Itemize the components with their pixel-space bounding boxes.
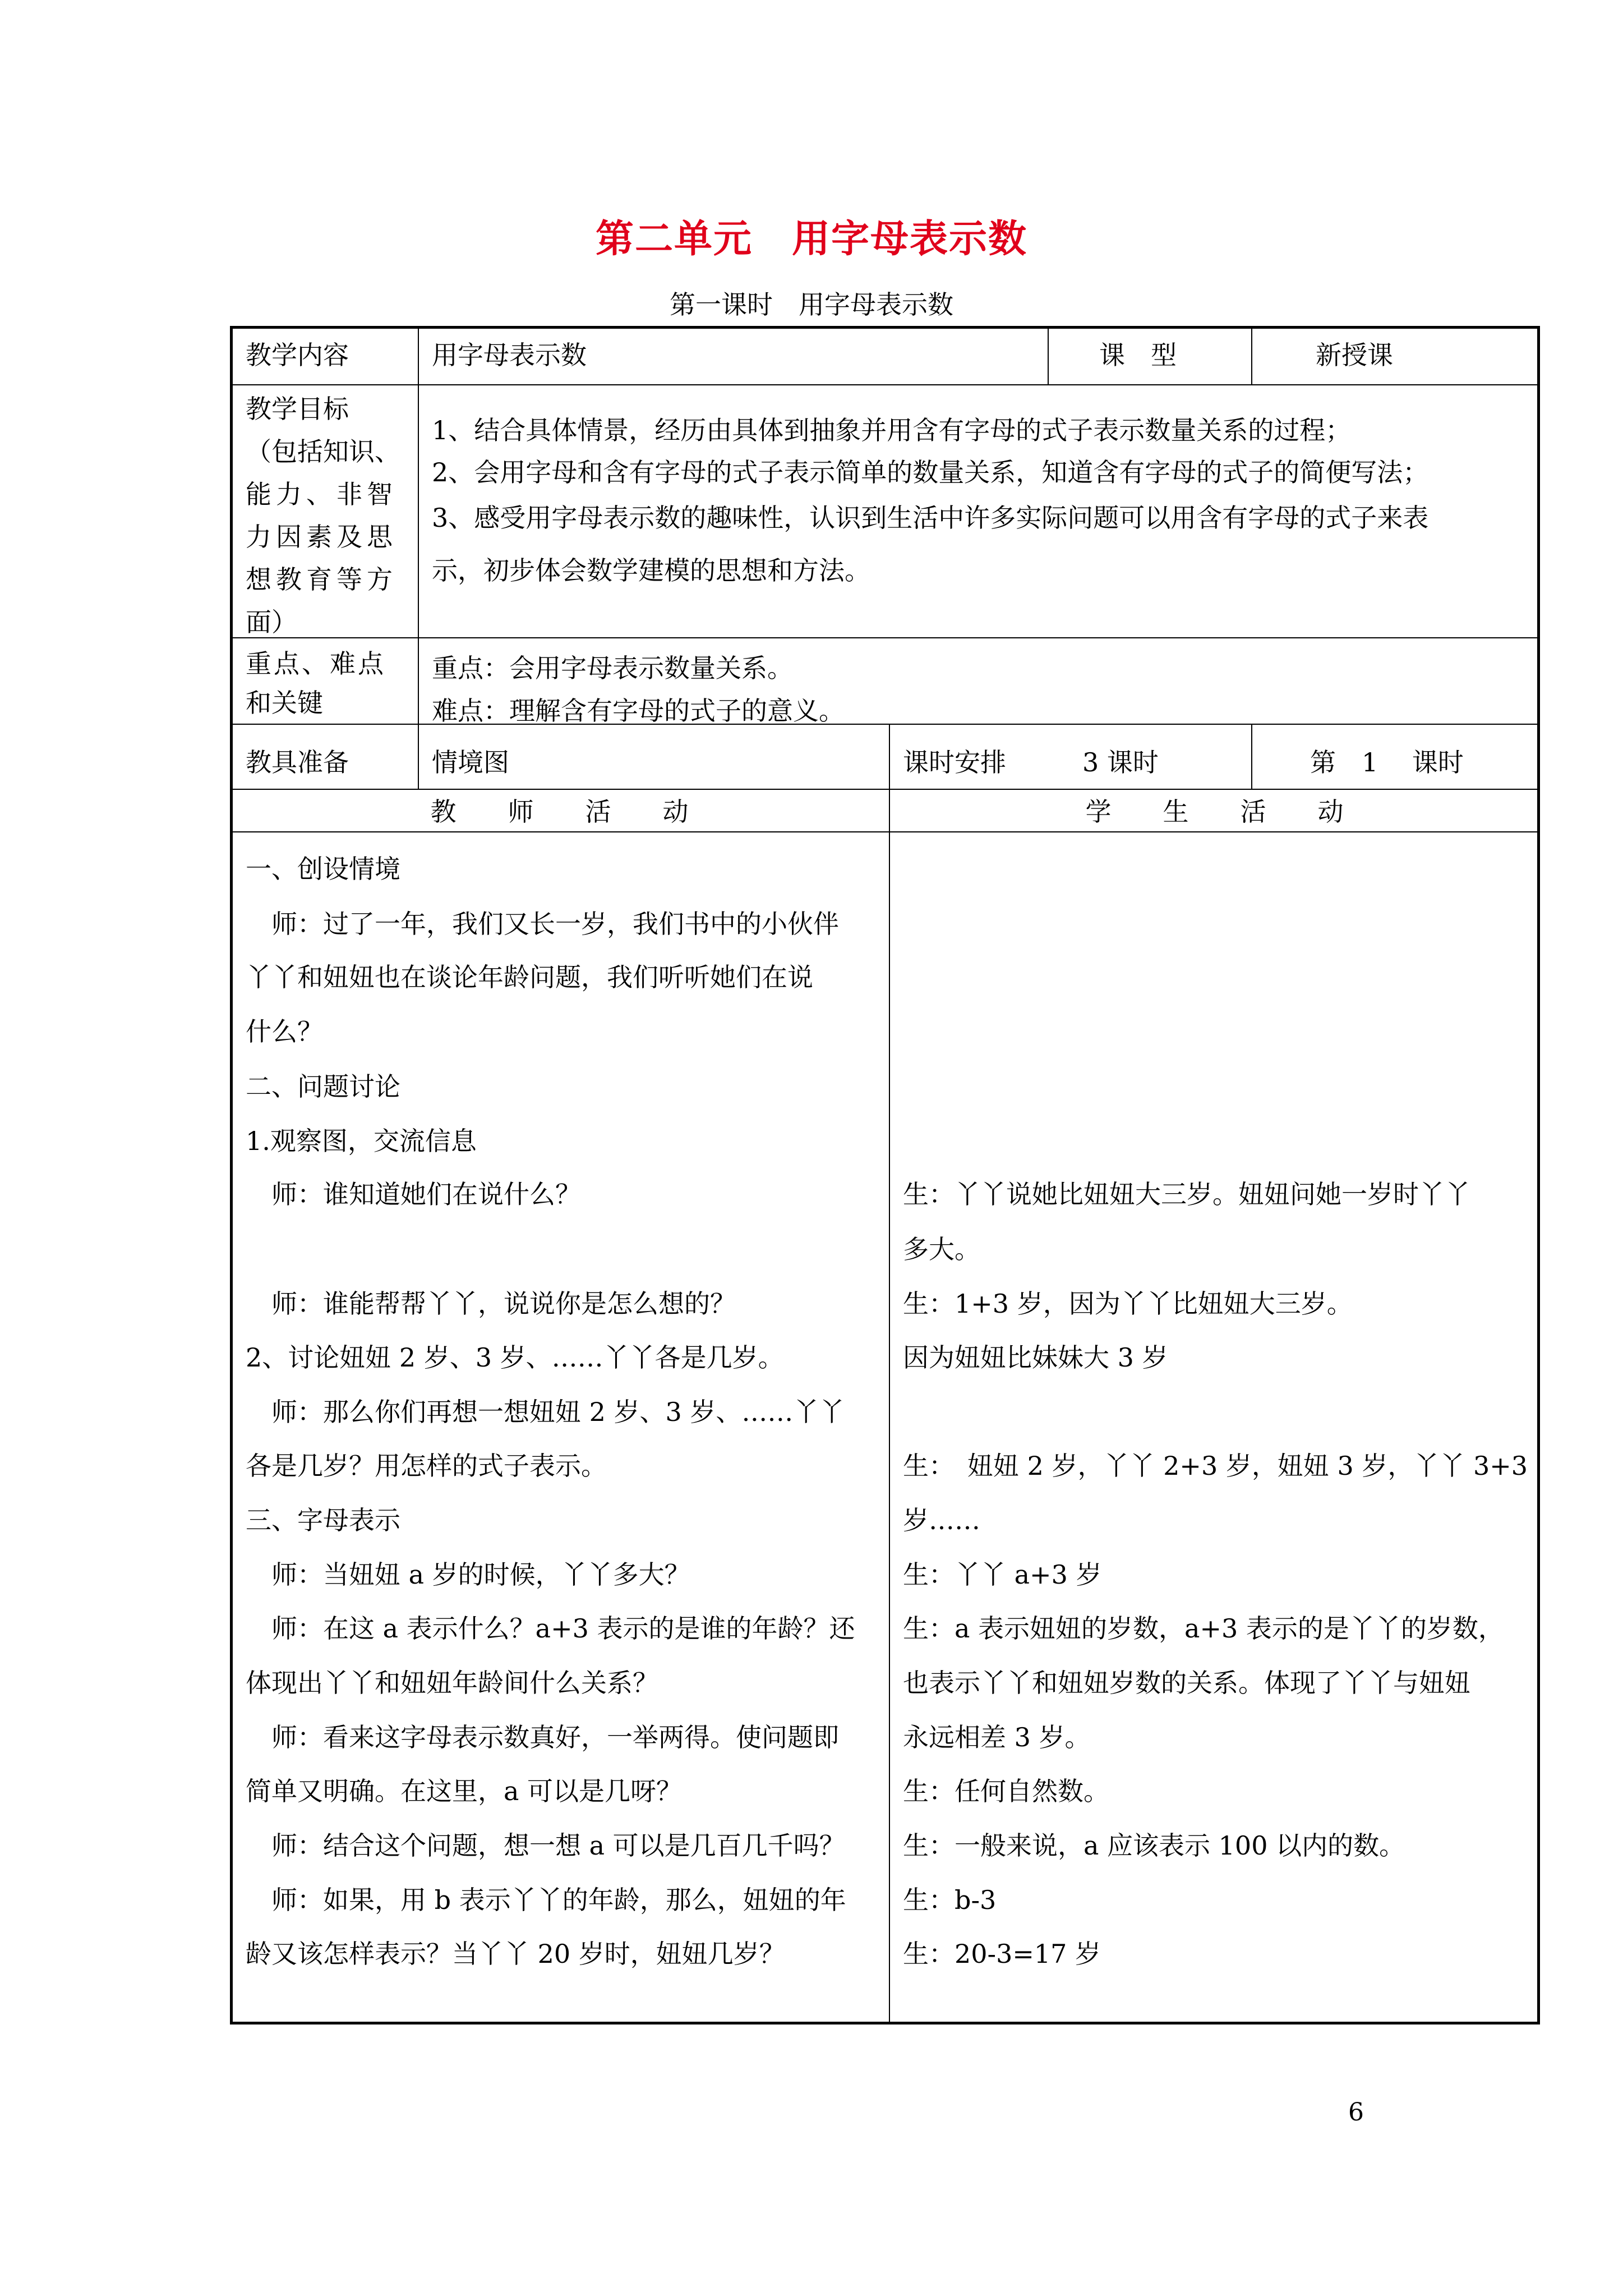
- student-activity-header: 学 生 活 动: [1085, 797, 1344, 827]
- lesson-plan-table: [230, 326, 1540, 2024]
- teacher-line: 师：当妞妞 a 岁的时候，丫丫多大？: [246, 1559, 690, 1590]
- key-label-line: 和关键: [246, 688, 323, 718]
- teacher-line: 简单又明确。在这里，a 可以是几呀？: [246, 1776, 683, 1806]
- key-point: 重点：会用字母表示数量关系。: [432, 653, 793, 683]
- student-line: 生：1+3 岁，因为丫丫比妞妞大三岁。: [903, 1289, 1353, 1319]
- student-line: 生：b-3: [903, 1885, 997, 1915]
- unit-title: 第二单元 用字母表示数: [595, 217, 1027, 261]
- objective-item: 示，初步体会数学建模的思想和方法。: [432, 555, 870, 586]
- page-number: 6: [1348, 2098, 1364, 2127]
- student-line: 生：a 表示妞妞的岁数，a+3 表示的是丫丫的岁数，: [903, 1613, 1504, 1644]
- objectives-label-line: 面）: [246, 607, 297, 637]
- teacher-line: 1.观察图，交流信息: [246, 1126, 477, 1156]
- teacher-line: 师：在这 a 表示什么？a+3 表示的是谁的年龄？还: [246, 1613, 855, 1644]
- teacher-activity-header: 教 师 活 动: [430, 797, 689, 827]
- student-line: 岁……: [903, 1505, 980, 1535]
- teacher-line: 师：谁知道她们在说什么？: [246, 1179, 581, 1209]
- teacher-line: 师：谁能帮帮丫丫，说说你是怎么想的？: [246, 1289, 736, 1319]
- teacher-line: 体现出丫丫和妞妞年龄间什么关系？: [246, 1668, 658, 1698]
- col-divider: [1251, 326, 1252, 384]
- objective-item: 2、会用字母和含有字母的式子表示简单的数量关系，知道含有字母的式子的简便写法；: [432, 457, 1429, 487]
- tools-label: 教具准备: [246, 747, 349, 777]
- objective-item: 1、结合具体情景，经历由具体到抽象并用含有字母的式子表示数量关系的过程；: [432, 415, 1352, 445]
- student-line: 生： 妞妞 2 岁，丫丫 2+3 岁，妞妞 3 岁，丫丫 3+3: [903, 1451, 1528, 1481]
- difficult-point: 难点：理解含有字母的式子的意义。: [432, 696, 845, 726]
- student-line: 生：任何自然数。: [903, 1776, 1109, 1806]
- type-label: 课 型: [1099, 340, 1177, 370]
- objectives-label-line: 想教育等方: [246, 564, 397, 595]
- content-label: 教学内容: [246, 340, 349, 370]
- period-value: 第 1 课时: [1310, 747, 1464, 777]
- teacher-line: 2、讨论妞妞 2 岁、3 岁、……丫丫各是几岁。: [246, 1342, 784, 1373]
- teacher-line: 师：过了一年，我们又长一岁，我们书中的小伙伴: [246, 909, 839, 939]
- key-label-line: 重点、难点: [246, 648, 386, 679]
- schedule-value: 3 课时: [1082, 747, 1159, 777]
- objective-item: 3、感受用字母表示数的趣味性，认识到生活中许多实际问题可以用含有字母的式子来表: [432, 503, 1429, 533]
- row-divider: [230, 831, 1540, 832]
- objectives-label-line: 能力、非智: [246, 479, 397, 509]
- student-line: 生：丫丫 a+3 岁: [903, 1559, 1102, 1590]
- type-value: 新授课: [1316, 340, 1393, 370]
- student-line: 生：丫丫说她比妞妞大三岁。妞妞问她一岁时丫丫: [903, 1179, 1470, 1209]
- row-divider: [230, 384, 1540, 385]
- col-divider: [1251, 724, 1252, 789]
- lesson-subtitle: 第一课时 用字母表示数: [670, 289, 953, 320]
- objectives-label-line: （包括知识、: [246, 436, 400, 467]
- student-line: 也表示丫丫和妞妞岁数的关系。体现了丫丫与妞妞: [903, 1668, 1470, 1698]
- teacher-line: 什么？: [246, 1016, 323, 1047]
- content-value: 用字母表示数: [432, 340, 587, 370]
- col-divider: [418, 326, 419, 789]
- col-divider: [889, 724, 890, 2024]
- student-line: 生：一般来说，a 应该表示 100 以内的数。: [903, 1830, 1405, 1861]
- objectives-label: [246, 388, 408, 643]
- row-divider: [230, 724, 1540, 725]
- tools-value: 情境图: [432, 747, 509, 777]
- col-divider: [1048, 326, 1049, 384]
- student-line: 因为妞妞比妹妹大 3 岁: [903, 1342, 1168, 1373]
- schedule-label: 课时安排: [903, 747, 1006, 777]
- teacher-line: 二、问题讨论: [246, 1071, 400, 1102]
- teacher-line: 龄又该怎样表示？当丫丫 20 岁时，妞妞几岁？: [246, 1939, 785, 1969]
- objectives-label-line: 力因素及思: [246, 522, 397, 552]
- student-line: 多大。: [903, 1234, 980, 1264]
- objectives-label-line: 教学目标: [246, 394, 349, 424]
- row-divider: [230, 789, 1540, 790]
- teacher-line: 师：看来这字母表示数真好，一举两得。使问题即: [246, 1722, 839, 1752]
- row-divider: [230, 637, 1540, 638]
- student-line: 生：20-3=17 岁: [903, 1939, 1101, 1969]
- student-line: 永远相差 3 岁。: [903, 1722, 1091, 1752]
- teacher-line: 各是几岁？用怎样的式子表示。: [246, 1451, 607, 1481]
- teacher-line: 师：那么你们再想一想妞妞 2 岁、3 岁、……丫丫: [246, 1397, 845, 1427]
- teacher-line: 师：如果，用 b 表示丫丫的年龄，那么，妞妞的年: [246, 1885, 846, 1915]
- teacher-line: 丫丫和妞妞也在谈论年龄问题，我们听听她们在说: [246, 962, 813, 992]
- teacher-line: 一、创设情境: [246, 854, 400, 884]
- teacher-line: 三、字母表示: [246, 1505, 400, 1535]
- teacher-line: 师：结合这个问题，想一想 a 可以是几百几千吗？: [246, 1830, 845, 1861]
